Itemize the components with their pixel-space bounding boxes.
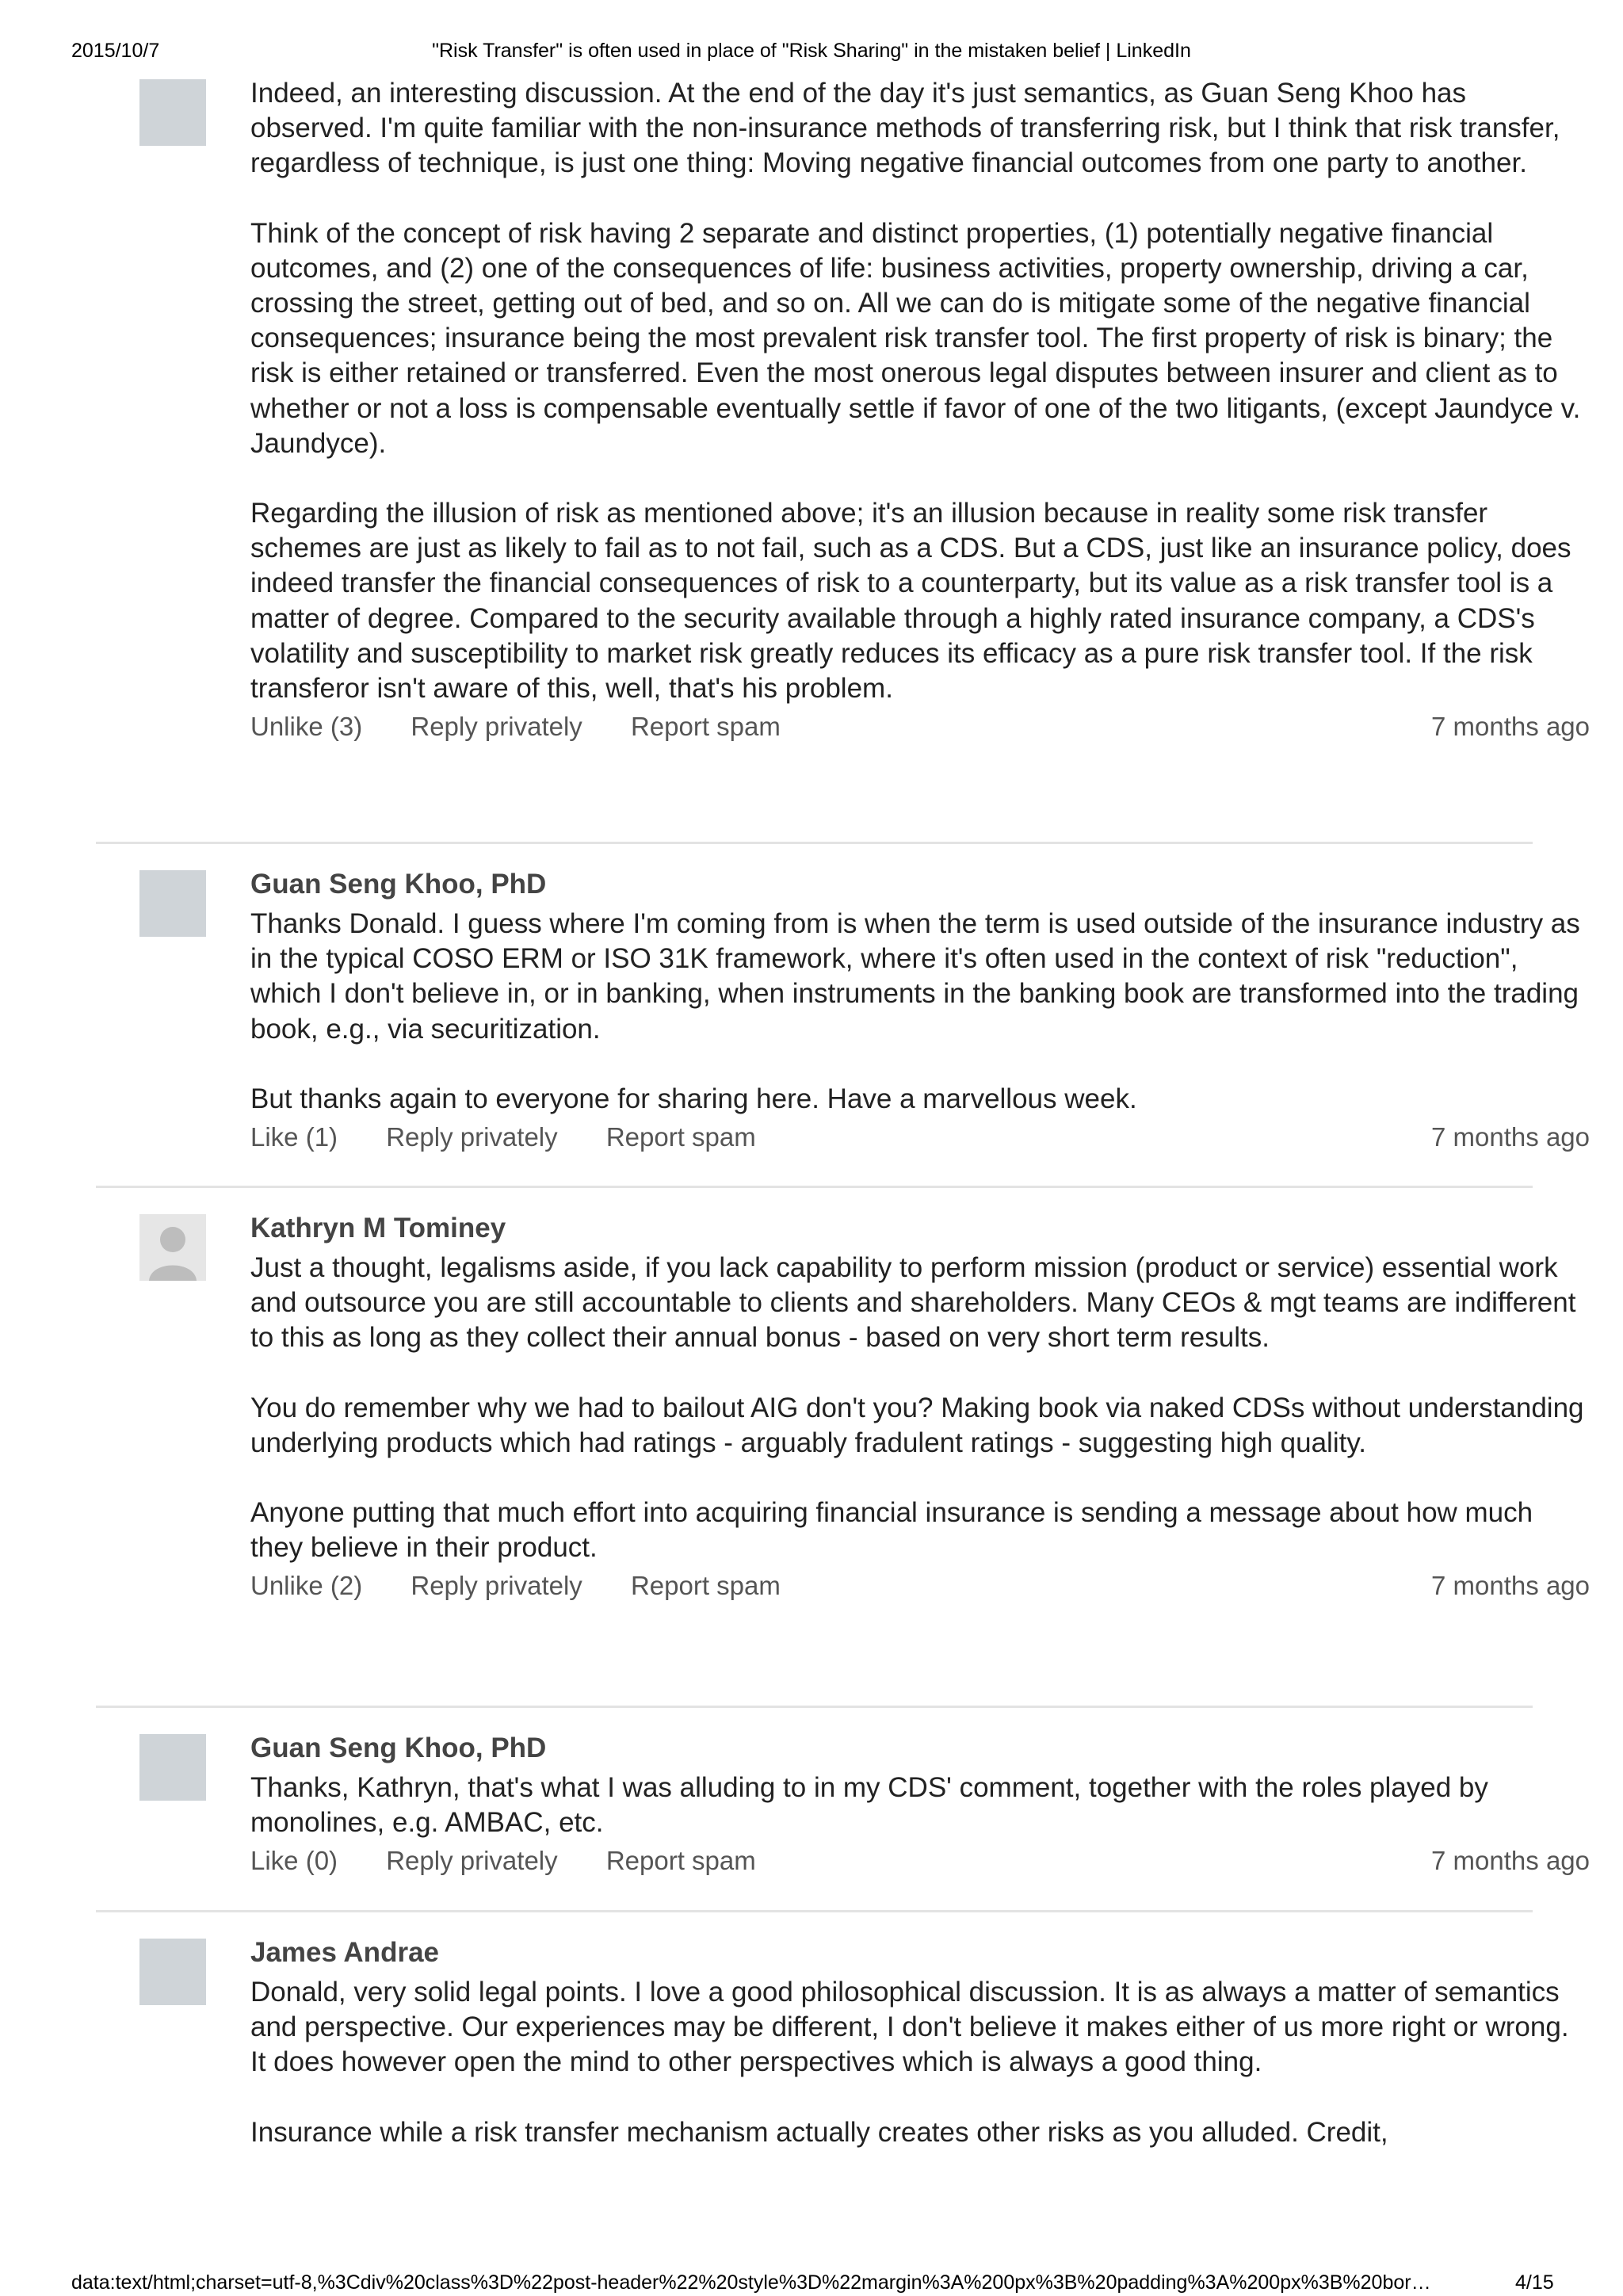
avatar[interactable] bbox=[139, 79, 206, 146]
comment-actions bbox=[250, 1568, 1590, 1603]
comment-text: But thanks again to everyone for sharing here. Have a marvellous week. bbox=[250, 1083, 1137, 1114]
like-button[interactable]: Unlike (3) bbox=[250, 712, 363, 742]
reply-privately-link[interactable]: Reply privately bbox=[411, 712, 582, 742]
print-header bbox=[0, 40, 1623, 71]
report-spam-link[interactable]: Report spam bbox=[605, 1122, 756, 1152]
comment-text: You do remember why we had to bailout AIG don't you? Making book via naked CDSs without understanding underlying products which had ratings - arguably fradulent ratings - suggesting high quality. bbox=[250, 1392, 1584, 1458]
timestamp: 7 months ago bbox=[1431, 1122, 1590, 1152]
comment-text: Thanks Donald. I guess where I'm coming from is when the term is used outside of the insurance industry as in the typical COSO ERM or ISO 31K framework, where it's often used in the context of risk "reduction", which I don't believe in, or in banking, when instruments in the banking book are transformed into the trading book, e.g., via securitization. bbox=[250, 908, 1580, 1045]
print-url: data:text/html;charset=utf-8,%3Cdiv%20class%3D%22post-header%22%20style%3D%22margin%3A%200px%3B%20padding%3A%200px%3B%20bor… bbox=[71, 2271, 1431, 2294]
avatar[interactable] bbox=[139, 1939, 206, 2005]
comment-text: Regarding the illusion of risk as mentioned above; it's an illusion because in reality some risk transfer schemes are just as likely to fail as to not fail, such as a CDS. But a CDS, just like an insurance policy, does indeed transfer the financial consequences of risk to a counterparty, but its value as a risk transfer tool is a matter of degree. Compared to the security available through a highly rated insurance company, a CDS's volatility and susceptibility to market risk greatly reduces its efficacy as a pure risk transfer tool. If the risk transferor isn't aware of this, well, that's his problem. bbox=[250, 498, 1571, 705]
comment-text: Donald, very solid legal points. I love a good philosophical discussion. It is as always a matter of semantics and perspective. Our experiences may be different, I don't believe it makes either of us more right or wrong. It does however open the mind to other perspectives which is always a good thing. bbox=[250, 1977, 1569, 2078]
default-avatar-icon bbox=[139, 1214, 206, 1281]
reply-privately-link[interactable]: Reply privately bbox=[411, 1571, 582, 1601]
like-button[interactable]: Like (1) bbox=[250, 1122, 338, 1152]
avatar[interactable] bbox=[139, 870, 206, 937]
author-name[interactable]: Guan Seng Khoo, PhD bbox=[250, 869, 547, 900]
reply-privately-link[interactable]: Reply privately bbox=[386, 1846, 558, 1876]
print-date: 2015/10/7 bbox=[71, 40, 160, 62]
print-title: "Risk Transfer" is often used in place of "Risk Sharing" in the mistaken belief | LinkedIn bbox=[432, 40, 1191, 62]
reply-privately-link[interactable]: Reply privately bbox=[386, 1122, 558, 1152]
divider bbox=[96, 842, 1533, 844]
comment-text: Just a thought, legalisms aside, if you lack capability to perform mission (product or service) essential work and outsource you are still accountable to clients and shareholders. Many CEOs & mgt teams are indifferent to this as long as they collect their annual bonus - based on very short term results. bbox=[250, 1252, 1576, 1354]
comment-text: Think of the concept of risk having 2 separate and distinct properties, (1) potentially negative financial outcomes, and (2) one of the consequences of life: business activities, property ownership, driving a car, crossing the street, getting out of bed, and so on. All we can do is mitigate some of the negative financial consequences; insurance being the most prevalent risk transfer tool. The first property of risk is binary; the risk is either retained or transferred. Even the most onerous legal disputes between insurer and client as to whether or not a loss is compensable eventually settle if favor of one of the two litigants, (except Jaundyce v. Jaundyce). bbox=[250, 217, 1581, 459]
report-spam-link[interactable]: Report spam bbox=[630, 1571, 781, 1601]
comment-actions bbox=[250, 1843, 1590, 1878]
like-button[interactable]: Unlike (2) bbox=[250, 1571, 363, 1601]
comment-text: Anyone putting that much effort into acquiring financial insurance is sending a message about how much they believe in their product. bbox=[250, 1497, 1533, 1564]
comment-text: Insurance while a risk transfer mechanism actually creates other risks as you alluded. Credit, bbox=[250, 2116, 1388, 2148]
timestamp: 7 months ago bbox=[1431, 1846, 1590, 1876]
author-name[interactable]: James Andrae bbox=[250, 1937, 439, 1968]
author-name[interactable]: Kathryn M Tominey bbox=[250, 1213, 506, 1244]
comment-text: Indeed, an interesting discussion. At the end of the day it's just semantics, as Guan Seng Khoo has observed. I'm quite familiar with the non-insurance methods of transferring risk, but I think that risk transfer, regardless of technique, is just one thing: Moving negative financial outcomes from one party to another. bbox=[250, 78, 1560, 179]
avatar[interactable] bbox=[139, 1734, 206, 1801]
timestamp: 7 months ago bbox=[1431, 712, 1590, 742]
author-name[interactable]: Guan Seng Khoo, PhD bbox=[250, 1733, 547, 1763]
comment-actions bbox=[250, 709, 1590, 744]
report-spam-link[interactable]: Report spam bbox=[630, 712, 781, 742]
divider bbox=[96, 1706, 1533, 1708]
divider bbox=[96, 1910, 1533, 1912]
timestamp: 7 months ago bbox=[1431, 1571, 1590, 1601]
divider bbox=[96, 1186, 1533, 1188]
like-button[interactable]: Like (0) bbox=[250, 1846, 338, 1876]
page-number: 4/15 bbox=[1515, 2271, 1554, 2294]
report-spam-link[interactable]: Report spam bbox=[605, 1846, 756, 1876]
avatar[interactable] bbox=[139, 1214, 206, 1281]
comment-text: Thanks, Kathryn, that's what I was alluding to in my CDS' comment, together with the roles played by monolines, e.g. AMBAC, etc. bbox=[250, 1772, 1488, 1839]
comment-actions bbox=[250, 1120, 1590, 1155]
